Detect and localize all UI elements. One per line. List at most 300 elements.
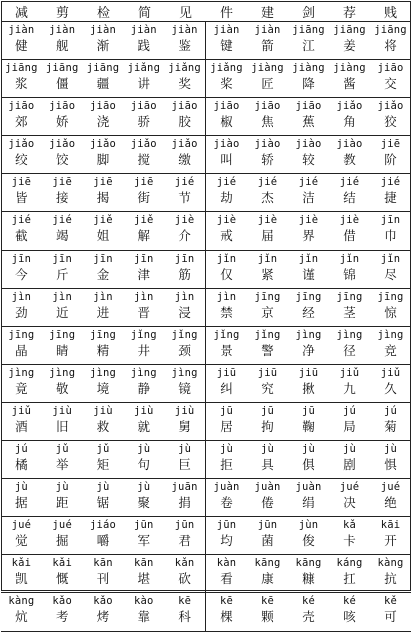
- pinyin-text: kě: [383, 595, 398, 608]
- block-half-left: [1, 365, 206, 402]
- hanzi-character: 经: [302, 304, 315, 320]
- pinyin-cell: [83, 441, 124, 478]
- pinyin-cell: [370, 212, 411, 249]
- block-half-right: [206, 517, 411, 554]
- pinyin-cell: [123, 555, 164, 592]
- hanzi-character: 践: [137, 38, 151, 53]
- hanzi-character: 姐: [96, 228, 110, 244]
- pinyin-cell: [164, 60, 205, 97]
- pinyin-cell: [206, 136, 247, 173]
- hanzi-character: 净: [302, 342, 315, 358]
- pinyin-cell: [288, 98, 329, 135]
- block-half-left: [1, 22, 206, 59]
- pinyin-text: jù: [96, 481, 110, 494]
- pinyin-cell: [83, 212, 124, 249]
- hanzi-character: 敬: [55, 380, 69, 396]
- pinyin-cell: [370, 517, 411, 554]
- pinyin-cell: [206, 517, 247, 554]
- hanzi-character: 阶: [384, 152, 397, 168]
- hanzi-character: 卡: [343, 533, 356, 549]
- pinyin-cell: [247, 60, 288, 97]
- hanzi-character: 拘: [261, 418, 274, 434]
- pinyin-text: jiǔ: [339, 366, 360, 379]
- pinyin-cell: [288, 136, 329, 173]
- pinyin-text: jié: [380, 176, 401, 189]
- pinyin-cell: [329, 479, 370, 516]
- hanzi-character: 锦: [343, 266, 356, 282]
- pinyin-text: kān: [134, 557, 154, 570]
- block-half-right: [206, 593, 411, 630]
- pinyin-text: jiē: [380, 138, 401, 151]
- pinyin-text: jié: [298, 176, 319, 189]
- pinyin-text: jūn: [174, 519, 195, 532]
- pinyin-text: jù: [301, 443, 316, 456]
- pinyin-cell: [247, 593, 288, 630]
- pinyin-cell: [83, 60, 124, 97]
- hanzi-character: 皆: [15, 190, 28, 206]
- pinyin-text: jié: [11, 214, 32, 227]
- pinyin-text: jīn: [93, 252, 113, 265]
- pinyin-text: jiàn: [213, 24, 240, 36]
- pinyin-cell: [247, 136, 288, 173]
- pinyin-cell: [164, 251, 205, 288]
- pinyin-text: jiàng: [251, 62, 284, 75]
- hanzi-character: 江: [302, 38, 315, 53]
- pinyin-cell: [247, 555, 288, 592]
- pinyin-cell: [247, 441, 288, 478]
- pinyin-block-row: [1, 517, 411, 555]
- pinyin-cell: [123, 212, 164, 249]
- pinyin-cell: [42, 136, 83, 173]
- hanzi-character: 巾: [384, 228, 397, 244]
- pinyin-text: jiǎo: [377, 100, 404, 113]
- pinyin-text: jìng: [8, 366, 35, 379]
- pinyin-cell: [329, 136, 370, 173]
- pinyin-text: jīn: [134, 252, 154, 265]
- pinyin-block-row: [1, 136, 411, 174]
- pinyin-cell: [164, 327, 205, 364]
- pinyin-text: jiē: [11, 176, 32, 189]
- hanzi-character: 渐: [96, 38, 110, 53]
- block-half-left: [1, 403, 206, 440]
- pinyin-cell: [42, 441, 83, 478]
- pinyin-cell: [164, 441, 205, 478]
- hanzi-character: 壳: [302, 609, 315, 625]
- header-character: 贱: [383, 5, 397, 21]
- hanzi-character: 晋: [137, 304, 151, 320]
- hanzi-character: 酱: [343, 76, 356, 92]
- hanzi-character: 洁: [302, 190, 315, 206]
- pinyin-block-row: [1, 403, 411, 441]
- hanzi-character: 晶: [15, 342, 28, 358]
- pinyin-cell: [1, 212, 42, 249]
- pinyin-cell: [247, 365, 288, 402]
- pinyin-text: jùn: [298, 519, 319, 532]
- pinyin-cell: [288, 212, 329, 249]
- pinyin-cell: [329, 517, 370, 554]
- pinyin-cell: [1, 174, 42, 211]
- pinyin-text: jǐng: [213, 328, 240, 341]
- block-half-left: [1, 593, 206, 630]
- hanzi-character: 居: [220, 418, 233, 434]
- hanzi-character: 景: [220, 342, 233, 358]
- hanzi-character: 据: [15, 495, 28, 511]
- pinyin-text: jīng: [49, 328, 76, 341]
- pinyin-cell: [83, 98, 124, 135]
- pinyin-text: jiē: [93, 176, 113, 189]
- pinyin-text: jiāng: [292, 24, 325, 36]
- pinyin-text: jiāng: [374, 24, 407, 36]
- pinyin-text: jīng: [295, 290, 322, 303]
- pinyin-cell: [42, 327, 83, 364]
- block-half-left: [1, 212, 206, 249]
- pinyin-text: jiǎo: [336, 100, 363, 113]
- hanzi-character: 奖: [178, 76, 191, 92]
- hanzi-character: 就: [137, 418, 151, 434]
- hanzi-character: 健: [15, 38, 28, 53]
- hanzi-character: 究: [261, 380, 274, 396]
- pinyin-cell: [288, 441, 329, 478]
- hanzi-character: 结: [343, 190, 356, 206]
- pinyin-cell: [123, 251, 164, 288]
- pinyin-block-row: [1, 174, 411, 212]
- hanzi-character: 酒: [15, 418, 28, 434]
- hanzi-character: 菊: [384, 418, 397, 434]
- pinyin-cell: [42, 517, 83, 554]
- pinyin-text: jìng: [377, 328, 404, 341]
- hanzi-character: 狡: [384, 114, 397, 130]
- hanzi-character: 嚼: [96, 533, 110, 549]
- pinyin-text: jú: [383, 404, 398, 417]
- pinyin-text: jiāo: [130, 100, 157, 113]
- pinyin-text: jiǔ: [11, 404, 32, 417]
- hanzi-character: 刊: [96, 571, 110, 587]
- pinyin-cell: [206, 479, 247, 516]
- pinyin-cell: [1, 289, 42, 326]
- pinyin-cell: [83, 479, 124, 516]
- hanzi-character: 烤: [96, 609, 110, 625]
- pinyin-cell: [370, 136, 411, 173]
- pinyin-cell: [329, 289, 370, 326]
- pinyin-cell: [288, 22, 329, 59]
- pinyin-cell: [42, 479, 83, 516]
- pinyin-cell: [1, 517, 42, 554]
- pinyin-text: jiào: [295, 138, 322, 151]
- block-half-right: [206, 98, 411, 135]
- block-half-left: [1, 136, 206, 173]
- hanzi-character: 炕: [15, 609, 28, 625]
- hanzi-character: 借: [343, 228, 356, 244]
- pinyin-cell: [164, 593, 205, 630]
- pinyin-text: jǐng: [254, 328, 281, 341]
- pinyin-cell: [1, 60, 42, 97]
- hanzi-character: 交: [384, 76, 397, 92]
- pinyin-cell: [370, 327, 411, 364]
- block-half-left: [1, 327, 206, 364]
- pinyin-cell: [123, 174, 164, 211]
- pinyin-text: jǐn: [298, 252, 319, 265]
- pinyin-cell: [370, 98, 411, 135]
- pinyin-text: jūn: [257, 519, 278, 532]
- pinyin-text: jiāo: [49, 100, 76, 113]
- header-character: 荐: [342, 5, 356, 21]
- pinyin-block-row: [1, 365, 411, 403]
- hanzi-character: 娇: [55, 114, 69, 130]
- pinyin-text: jué: [11, 519, 32, 532]
- pinyin-block-row: [1, 98, 411, 136]
- pinyin-cell: [164, 517, 205, 554]
- hanzi-character: 俱: [302, 457, 315, 473]
- header-character: 剑: [301, 5, 315, 21]
- hanzi-character: 胶: [178, 114, 191, 130]
- hanzi-character: 颗: [261, 609, 274, 625]
- pinyin-text: jiàng: [333, 62, 366, 75]
- pinyin-text: jìng: [89, 366, 117, 379]
- pinyin-text: jiè: [339, 214, 360, 227]
- pinyin-text: jiū: [298, 366, 319, 379]
- hanzi-character: 较: [302, 152, 315, 168]
- pinyin-cell: [288, 593, 329, 630]
- hanzi-character: 倦: [261, 495, 274, 511]
- hanzi-character: 匠: [261, 76, 274, 92]
- hanzi-character: 缴: [178, 152, 191, 168]
- hanzi-character: 睛: [55, 342, 69, 358]
- pinyin-text: jiǎo: [8, 138, 35, 151]
- pinyin-text: jǐng: [130, 328, 157, 341]
- pinyin-text: jǐn: [257, 252, 278, 265]
- pinyin-block-row: [1, 60, 411, 98]
- hanzi-character: 姜: [343, 38, 356, 53]
- block-half-right: [206, 251, 411, 288]
- pinyin-text: juàn: [254, 481, 281, 494]
- pinyin-text: jìn: [93, 290, 113, 303]
- hanzi-character: 抗: [384, 571, 397, 587]
- block-half-left: [1, 441, 206, 478]
- pinyin-cell: [370, 403, 411, 440]
- hanzi-character: 筋: [178, 266, 191, 282]
- pinyin-cell: [1, 365, 42, 402]
- pinyin-cell: [123, 98, 164, 135]
- hanzi-character: 凯: [15, 571, 28, 587]
- pinyin-cell: [370, 22, 411, 59]
- pinyin-cell: [370, 365, 411, 402]
- hanzi-character: 接: [55, 190, 69, 206]
- hanzi-character: 井: [137, 342, 151, 358]
- pinyin-cell: [206, 212, 247, 249]
- pinyin-text: jìn: [174, 290, 195, 303]
- pinyin-text: kāi: [380, 519, 401, 532]
- hanzi-character: 剧: [343, 457, 356, 473]
- pinyin-cell: [1, 22, 42, 59]
- hanzi-character: 聚: [137, 495, 151, 511]
- hanzi-character: 绢: [302, 495, 315, 511]
- header-character: 件: [219, 5, 233, 21]
- block-half-left: [1, 517, 206, 554]
- pinyin-text: jiǔ: [380, 366, 401, 379]
- pinyin-text: jiāo: [8, 100, 35, 113]
- block-half-right: [206, 555, 411, 592]
- pinyin-cell: [329, 593, 370, 630]
- pinyin-text: jiào: [213, 138, 240, 151]
- pinyin-text: jǐng: [171, 328, 198, 341]
- pinyin-cell: [288, 479, 329, 516]
- hanzi-character: 截: [15, 228, 28, 244]
- pinyin-cell: [329, 441, 370, 478]
- pinyin-text: kē: [260, 595, 275, 608]
- pinyin-cell: [42, 289, 83, 326]
- block-half-left: [1, 479, 206, 516]
- hanzi-character: 可: [384, 609, 397, 625]
- pinyin-cell: [206, 593, 247, 630]
- pinyin-text: jiē: [134, 176, 154, 189]
- pinyin-text: jiāng: [333, 24, 366, 36]
- hanzi-character: 津: [137, 266, 151, 282]
- pinyin-cell: [329, 327, 370, 364]
- hanzi-character: 浇: [96, 114, 110, 130]
- hanzi-character: 桨: [220, 76, 233, 92]
- pinyin-text: jīn: [52, 252, 72, 265]
- hanzi-character: 慨: [55, 571, 69, 587]
- pinyin-text: jū: [260, 404, 275, 417]
- pinyin-text: jiǎng: [127, 62, 161, 75]
- pinyin-text: kǎi: [52, 557, 72, 570]
- hanzi-character: 紧: [261, 266, 274, 282]
- pinyin-cell: [42, 365, 83, 402]
- pinyin-text: jǐn: [216, 252, 237, 265]
- hanzi-character: 脚: [96, 152, 110, 168]
- pinyin-text: jiǎo: [89, 138, 117, 151]
- pinyin-cell: [123, 479, 164, 516]
- hanzi-character: 杰: [261, 190, 274, 206]
- pinyin-cell: [329, 174, 370, 211]
- pinyin-cell: [370, 593, 411, 630]
- hanzi-character: 巨: [178, 457, 191, 473]
- pinyin-cell: [83, 174, 124, 211]
- pinyin-cell: [370, 479, 411, 516]
- pinyin-text: juān: [171, 481, 198, 494]
- pinyin-text: jiàn: [254, 24, 281, 36]
- pinyin-text: jūn: [134, 519, 154, 532]
- hanzi-character: 劲: [15, 304, 28, 320]
- pinyin-text: jǔ: [96, 443, 110, 456]
- pinyin-text: kē: [219, 595, 234, 608]
- pinyin-text: jìn: [52, 290, 72, 303]
- pinyin-cell: [1, 403, 42, 440]
- hanzi-character: 尽: [384, 266, 397, 282]
- block-half-right: [206, 60, 411, 97]
- header-character: 建: [260, 5, 274, 21]
- hanzi-character: 浆: [15, 76, 28, 92]
- pinyin-cell: [1, 136, 42, 173]
- hanzi-character: 椒: [220, 114, 233, 130]
- hanzi-character: 饺: [55, 152, 69, 168]
- hanzi-character: 戒: [220, 228, 233, 244]
- pinyin-text: kǎo: [93, 595, 113, 608]
- pinyin-text: jiāng: [45, 62, 79, 75]
- hanzi-character: 科: [178, 609, 191, 625]
- block-half-right: [206, 403, 411, 440]
- block-half-right: [206, 365, 411, 402]
- pinyin-cell: [247, 403, 288, 440]
- pinyin-text: jiāo: [171, 100, 198, 113]
- pinyin-cell: [83, 593, 124, 630]
- header-character: 剪: [55, 5, 69, 21]
- pinyin-cell: [206, 22, 247, 59]
- hanzi-character: 仅: [220, 266, 233, 282]
- pinyin-cell: [164, 289, 205, 326]
- pinyin-cell: [42, 174, 83, 211]
- pinyin-cell: [123, 327, 164, 364]
- block-half-right: [206, 22, 411, 59]
- pinyin-cell: [1, 479, 42, 516]
- pinyin-block-row: [1, 327, 411, 365]
- pinyin-text: kān: [93, 557, 113, 570]
- pinyin-text: kāng: [254, 557, 281, 570]
- hanzi-character: 惊: [384, 304, 397, 320]
- block-half-left: [1, 289, 206, 326]
- pinyin-text: kàn: [216, 557, 237, 570]
- pinyin-cell: [42, 212, 83, 249]
- hanzi-character: 咳: [343, 609, 356, 625]
- hanzi-character: 揭: [96, 190, 110, 206]
- hanzi-character: 均: [220, 533, 233, 549]
- hanzi-character: 讲: [137, 76, 151, 92]
- pinyin-cell: [123, 441, 164, 478]
- pinyin-cell: [1, 593, 42, 630]
- hanzi-character: 救: [96, 418, 110, 434]
- pinyin-text: jìng: [336, 328, 363, 341]
- pinyin-cell: [206, 174, 247, 211]
- pinyin-cell: [164, 98, 205, 135]
- pinyin-text: jiāo: [377, 62, 404, 75]
- header-character: 见: [178, 5, 192, 21]
- pinyin-block-row: [1, 593, 411, 631]
- pinyin-text: jú: [342, 404, 357, 417]
- pinyin-text: ké: [342, 595, 357, 608]
- hanzi-character: 径: [343, 342, 356, 358]
- pinyin-cell: [206, 555, 247, 592]
- pinyin-cell: [83, 251, 124, 288]
- hanzi-character: 看: [220, 571, 233, 587]
- block-half-left: [1, 555, 206, 592]
- pinyin-block-row: [1, 22, 411, 60]
- hanzi-character: 鞠: [302, 418, 315, 434]
- pinyin-cell: [329, 60, 370, 97]
- pinyin-text: jū: [219, 404, 234, 417]
- pinyin-text: jīng: [254, 290, 281, 303]
- hanzi-character: 距: [55, 495, 69, 511]
- hanzi-character: 舰: [55, 38, 69, 53]
- hanzi-character: 靠: [137, 609, 151, 625]
- pinyin-cell: [42, 98, 83, 135]
- hanzi-character: 浸: [178, 304, 191, 320]
- pinyin-cell: [206, 327, 247, 364]
- hanzi-character: 解: [137, 228, 151, 244]
- pinyin-text: jù: [55, 481, 69, 494]
- pinyin-text: kàng: [8, 595, 35, 608]
- pinyin-cell: [164, 212, 205, 249]
- pinyin-text: jiāo: [89, 100, 117, 113]
- hanzi-character: 纠: [220, 380, 233, 396]
- pinyin-cell: [83, 365, 124, 402]
- pinyin-cell: [288, 555, 329, 592]
- block-half-right: [206, 441, 411, 478]
- hanzi-character: 君: [178, 533, 191, 549]
- pinyin-cell: [288, 289, 329, 326]
- hanzi-character: 具: [261, 457, 274, 473]
- pinyin-cell: [206, 441, 247, 478]
- pinyin-cell: [247, 98, 288, 135]
